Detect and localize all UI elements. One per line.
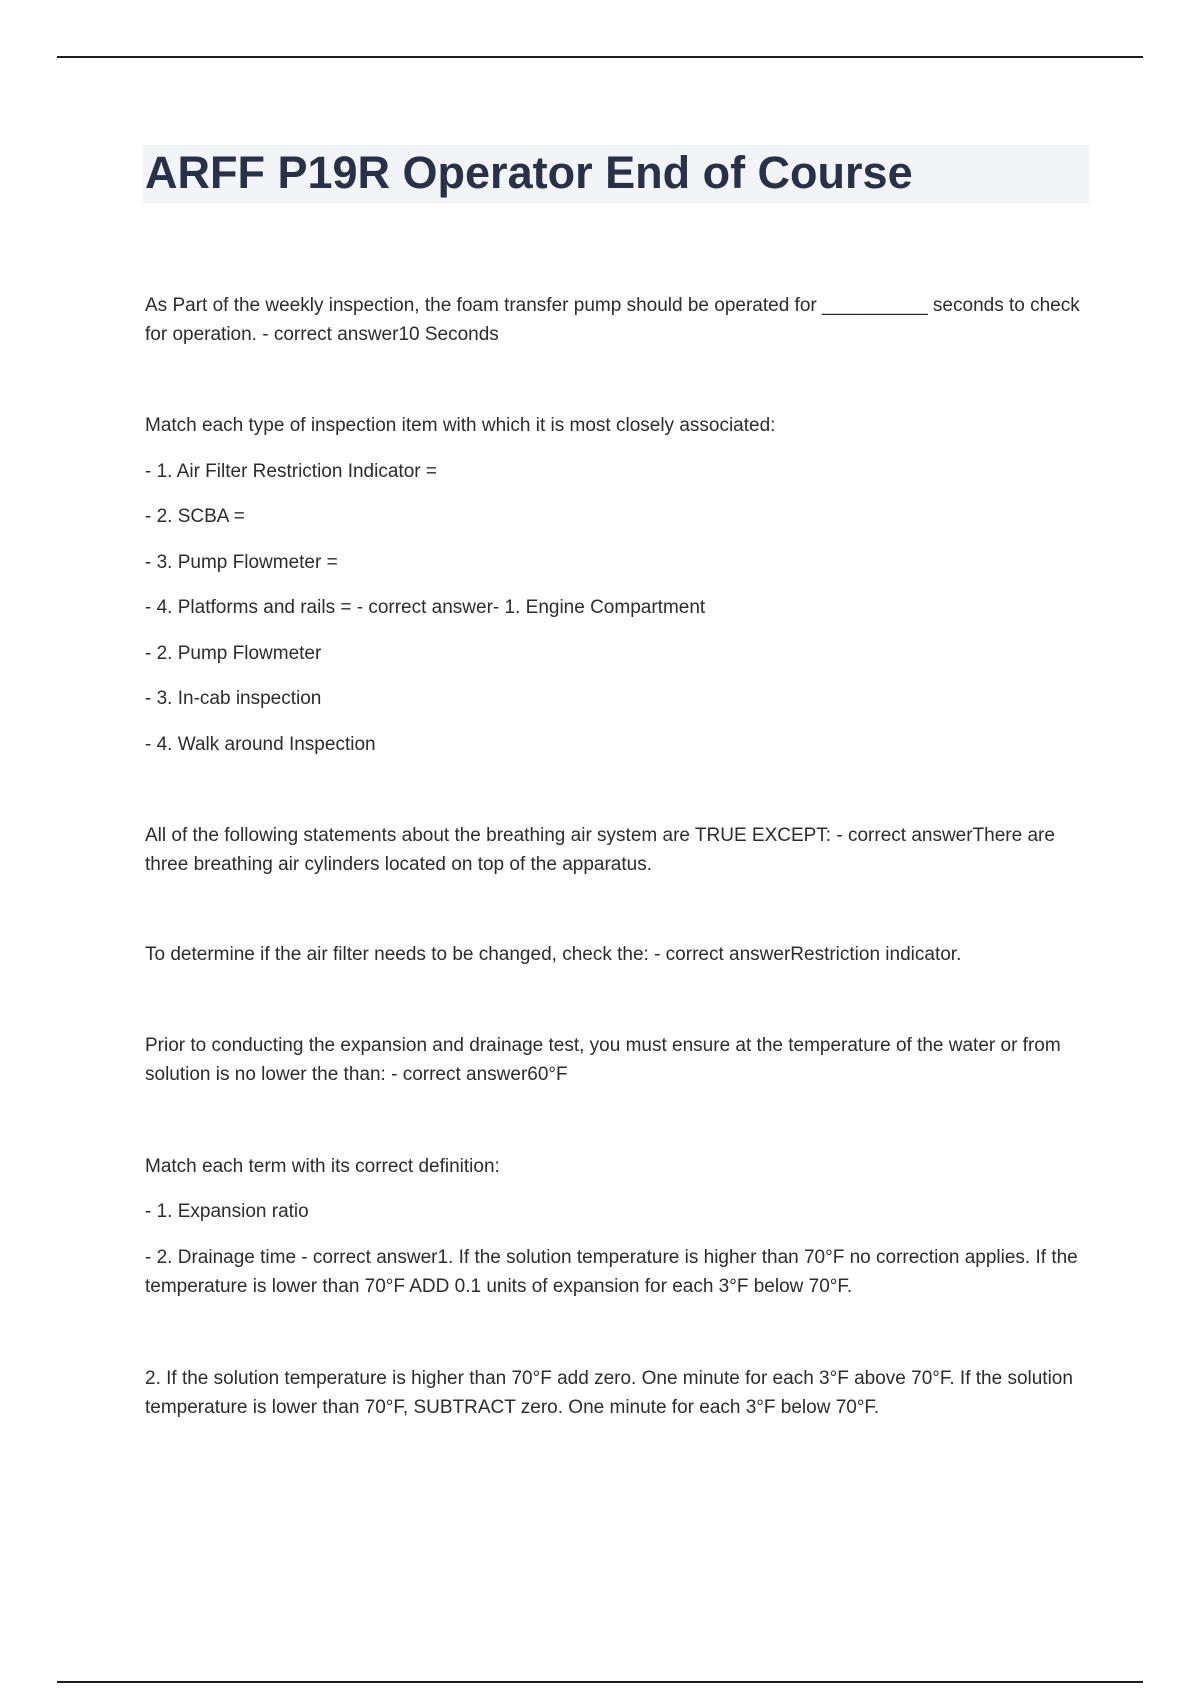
list-item: - 2. Drainage time - correct answer1. If the solution temperature is higher than 70°F no correction applies. If the temperature is lower than 70°F ADD 0.1 units of expansion for each 3°F below 70°F. [145, 1247, 1078, 1297]
paragraph-question-6: Match each term with its correct definition: [145, 1156, 500, 1177]
footer-rule [57, 1681, 1143, 1683]
paragraph-question-2: Match each type of inspection item with which it is most closely associated: [145, 415, 776, 436]
list-item: - 2. Pump Flowmeter [145, 643, 322, 664]
paragraph-definition-2: 2. If the solution temperature is higher than 70°F add zero. One minute for each 3°F above 70°F. If the solution temperature is lower than 70°F, SUBTRACT zero. One minute for each 3°F below 70°F. [145, 1368, 1073, 1418]
paragraph-question-4: To determine if the air filter needs to be changed, check the: - correct answerRestriction indicator. [145, 944, 962, 965]
list-item: - 1. Expansion ratio [145, 1201, 309, 1222]
list-item: - 4. Platforms and rails = - correct answer- 1. Engine Compartment [145, 597, 706, 618]
list-item: - 4. Walk around Inspection [145, 734, 376, 755]
paragraph-question-5: Prior to conducting the expansion and drainage test, you must ensure at the temperature of the water or from solution is no lower the than: - correct answer60°F [145, 1035, 1061, 1085]
list-item: - 1. Air Filter Restriction Indicator = [145, 461, 437, 482]
header-rule [57, 56, 1143, 58]
paragraph-question-1: As Part of the weekly inspection, the foam transfer pump should be operated for __________ seconds to check for operation. - correct answer10 Seconds [145, 295, 1080, 345]
list-item: - 3. In-cab inspection [145, 688, 322, 709]
list-item: - 3. Pump Flowmeter = [145, 552, 338, 573]
list-item: - 2. SCBA = [145, 506, 245, 527]
paragraph-question-3: All of the following statements about the breathing air system are TRUE EXCEPT: - correct answerThere are three breathing air cylinders located on top of the apparatus. [145, 825, 1055, 875]
document-title: ARFF P19R Operator End of Course [145, 147, 913, 198]
